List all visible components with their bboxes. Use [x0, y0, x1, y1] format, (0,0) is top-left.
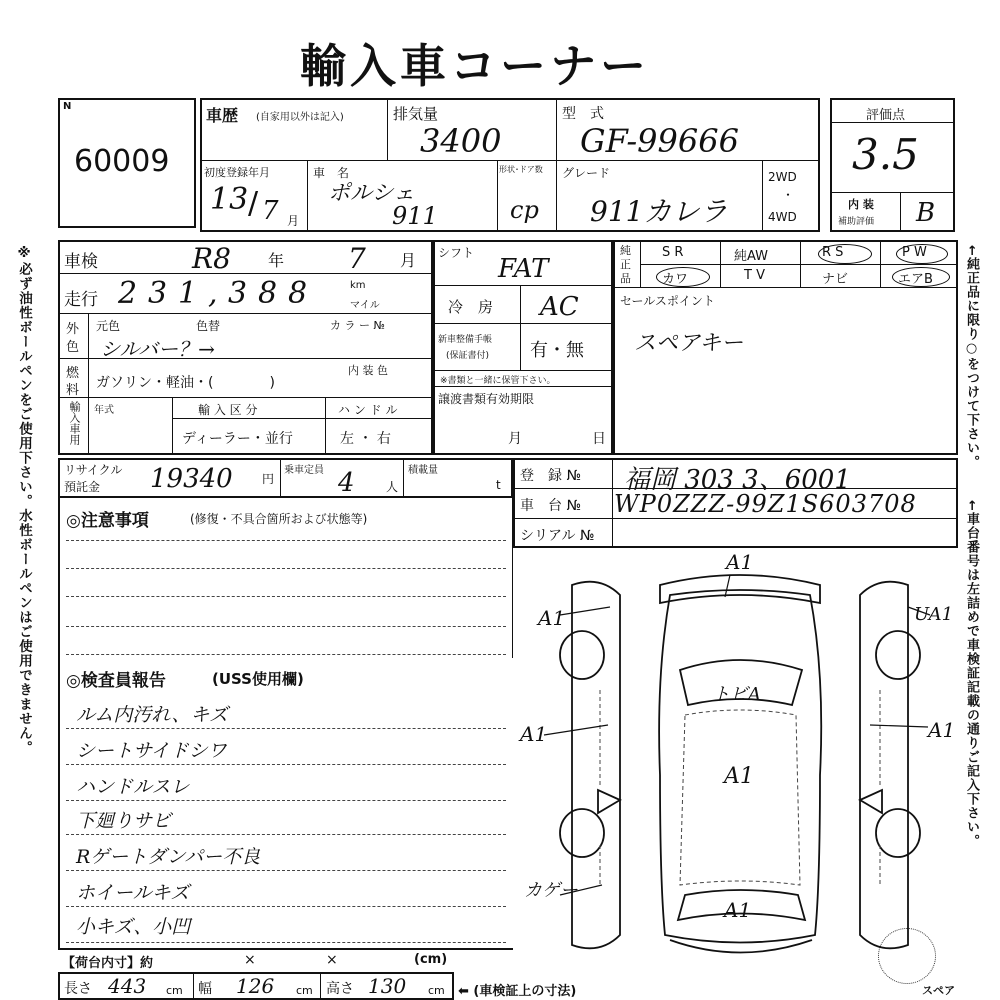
dims-width-label: 幅	[198, 981, 212, 997]
load-label: 積載量	[408, 465, 438, 476]
dims-height-label: 高さ	[326, 981, 354, 997]
lot-number: 60009	[74, 144, 170, 179]
genuine-label1: 純	[620, 244, 631, 257]
grade-label: グレード	[562, 166, 611, 180]
transfer-month: 月	[508, 431, 522, 447]
inspection-month: 7	[348, 242, 366, 275]
wheel-front-right	[876, 809, 920, 857]
lot-label: N	[63, 101, 72, 112]
color-repaint-label: 色替	[196, 319, 221, 333]
grade-value: 911カレラ	[590, 195, 728, 228]
dims-length-unit: cm	[166, 984, 183, 997]
aircon-label: 冷 房	[448, 298, 494, 316]
inspector-line: ホイールキズ	[76, 882, 190, 904]
inspection-label: 車検	[64, 252, 98, 272]
capacity-value: 4	[338, 468, 355, 498]
displacement-value: 3400	[420, 122, 502, 160]
genuine-item: ナビ	[822, 272, 849, 287]
cargo-label: 【荷台内寸】約	[62, 956, 154, 971]
genuine-label3: 品	[620, 272, 631, 285]
chassis-value: WP0ZZZ-99Z1S603708	[614, 490, 917, 518]
genuine-label2: 正	[620, 258, 631, 271]
drive-2wd: 2WD	[768, 170, 797, 184]
cargo-x1: ×	[244, 952, 256, 968]
car-name-label: 車 名	[313, 166, 350, 180]
inspector-label: ◎検査員報告	[66, 671, 166, 691]
sales-point-label: セールスポイント	[620, 294, 715, 308]
mark-rear-left: カゲー	[524, 880, 578, 901]
mileage-digit: 8	[258, 276, 278, 311]
first-reg-year: 13	[210, 182, 249, 217]
model-code-value: GF-99666	[580, 122, 739, 160]
mark-center: A1	[724, 764, 754, 789]
first-reg-label: 初度登録年月	[204, 166, 270, 179]
color-orig-label: 元色	[96, 319, 121, 333]
fuel-interior-color-label: 内 装 色	[348, 364, 388, 377]
score-value: 3.5	[852, 130, 919, 179]
wheel-rear-right	[876, 631, 920, 679]
body-doors-label: 形状･ドア数	[499, 165, 543, 174]
color-outer-label1: 外	[66, 322, 80, 337]
transfer-day: 日	[592, 431, 606, 447]
mileage-digit: 3	[148, 276, 168, 311]
side-note-left: ※必ず油性ボールペンをご使用下さい。水性ボールペンはご使用できません。	[16, 245, 32, 755]
lot-box	[58, 98, 196, 228]
car-name-line1: ポルシェ	[328, 181, 416, 206]
recycle-value: 19340	[150, 464, 233, 494]
recycle-label2: 預託金	[64, 480, 101, 494]
mark-rear: A1	[724, 898, 752, 922]
score-label: 評価点	[866, 108, 906, 123]
inspection-year-unit: 年	[268, 251, 285, 270]
inspector-line: 下廻りサビ	[76, 810, 172, 832]
genuine-item: R S	[822, 245, 844, 260]
shift-value: FAT	[498, 254, 549, 284]
serial-label: シリアル №	[520, 528, 595, 544]
inspector-note: (USS使用欄)	[212, 670, 304, 688]
capacity-unit: 人	[386, 480, 399, 494]
aircon-value: AC	[540, 292, 579, 322]
inspector-line: ハンドルスレ	[76, 776, 190, 798]
spare-label: スペア	[922, 984, 955, 997]
mileage-digit: 2	[118, 276, 138, 311]
drive-dot: ・	[782, 188, 795, 202]
color-code-label: カ ラ ー №	[330, 319, 385, 332]
mileage-unit-mile: マイル	[350, 300, 380, 311]
fuel-label1: 燃	[66, 366, 80, 381]
car-spoiler	[660, 575, 820, 603]
registration-value: 福岡 303 3、6001	[624, 465, 851, 495]
circle-mark	[892, 267, 950, 287]
recycle-label1: リサイクル	[64, 463, 123, 477]
mark-top: A1	[726, 550, 754, 574]
dims-height-value: 130	[368, 974, 407, 998]
mileage-digit: 8	[288, 276, 308, 311]
side-note-right-top: ←純正品に限り○をつけて下さい。	[964, 245, 979, 469]
maintenance-label1: 新車整備手帳	[438, 335, 493, 345]
mark-right: A1	[928, 718, 956, 742]
mirror-left	[598, 790, 620, 813]
history-label: 車歴	[206, 106, 239, 125]
maintenance-note: ※書類と一緒に保管下さい。	[440, 376, 556, 386]
import-label: 輸入車用	[68, 401, 81, 445]
dims-note: ⬅ (車検証上の寸法)	[458, 984, 577, 999]
genuine-item: T V	[744, 268, 765, 283]
dims-length-value: 443	[108, 974, 147, 998]
mark-front-left: A1	[538, 606, 566, 630]
model-code-label: 型 式	[562, 106, 604, 122]
dims-width-value: 126	[236, 974, 275, 998]
history-note: (自家用以外は記入)	[256, 112, 344, 123]
genuine-item: S R	[662, 245, 684, 260]
dims-length-label: 長さ	[64, 981, 92, 997]
interior-score-label2: 補助評価	[838, 217, 875, 227]
interior-score-value: B	[916, 198, 936, 228]
cargo-x2: ×	[326, 952, 338, 968]
circle-mark	[896, 244, 948, 264]
color-value: シルバー？→	[100, 337, 215, 361]
genuine-item: 純AW	[734, 249, 769, 264]
wheel-front-left	[560, 809, 604, 857]
dims-width-unit: cm	[296, 984, 313, 997]
color-outer-label2: 色	[66, 340, 80, 355]
caution-label: ◎注意事項	[66, 511, 149, 531]
mirror-right	[860, 790, 882, 813]
circle-mark	[818, 244, 872, 264]
genuine-item: カワ	[662, 272, 689, 287]
mark-front-right: UA1	[914, 604, 954, 625]
transfer-label: 譲渡書類有効期限	[438, 392, 535, 406]
recycle-unit: 円	[262, 472, 275, 486]
car-name-line2: 911	[392, 202, 438, 230]
inspection-month-unit: 月	[400, 251, 417, 270]
fuel-label2: 料	[66, 383, 80, 398]
registration-label: 登 録 №	[520, 468, 582, 484]
first-reg-month-unit: 月	[287, 214, 300, 228]
fuel-options: ガソリン・軽油・( )	[96, 375, 275, 391]
page-title: 輸入車コーナー	[300, 39, 650, 93]
interior-score-label1: 内 装	[848, 198, 874, 211]
import-kubun-label: 輸 入 区 分	[198, 403, 258, 417]
drive-4wd: 4WD	[768, 210, 797, 224]
mileage-digit: ,	[208, 276, 218, 311]
import-handle-label: ハ ン ド ル	[338, 403, 398, 417]
side-note-right-bottom: ←車台番号は左詰めで車検証記載の通りご記入下さい。	[964, 500, 979, 848]
genuine-item: エアB	[898, 272, 933, 287]
inspector-line: Rゲートダンパー不良	[76, 846, 261, 868]
import-handle-value: 左 ・ 右	[340, 431, 391, 447]
mark-glass: トビA	[712, 684, 761, 705]
roof-line	[680, 710, 800, 885]
sales-point-value: スペアキー	[634, 331, 744, 356]
wheel-rear-left	[560, 631, 604, 679]
maintenance-label2: (保証書付)	[446, 351, 490, 361]
first-reg-month: 7	[262, 196, 279, 226]
mileage-digit: 3	[228, 276, 248, 311]
shift-label: シフト	[438, 246, 475, 260]
chassis-label: 車 台 №	[520, 498, 582, 514]
maintenance-value: 有・無	[530, 340, 584, 361]
circle-mark	[656, 267, 710, 287]
capacity-label: 乗車定員	[284, 465, 324, 476]
mileage-digit: 1	[178, 276, 198, 311]
import-year-label: 年式	[94, 405, 114, 416]
inspector-line: シートサイドシワ	[76, 740, 227, 762]
load-unit: t	[496, 478, 501, 492]
inspector-line: ルム内汚れ、キズ	[76, 704, 229, 726]
dims-height-unit: cm	[428, 984, 445, 997]
inspection-year: R8	[192, 242, 231, 275]
first-reg-slash: /	[248, 186, 259, 221]
mileage-digits	[118, 276, 318, 311]
mark-left: A1	[520, 722, 548, 746]
mileage-label: 走行	[64, 290, 98, 310]
body-doors-value: cp	[510, 196, 539, 224]
genuine-item: P W	[902, 245, 927, 260]
inspector-line: 小キズ、小凹	[76, 916, 191, 938]
displacement-label: 排気量	[393, 105, 439, 123]
mileage-unit-km: km	[350, 280, 366, 291]
cargo-unit: (cm)	[414, 952, 448, 967]
caution-note: (修復・不具合箇所および状態等)	[190, 512, 368, 526]
import-kubun-value: ディーラー・並行	[182, 431, 293, 447]
